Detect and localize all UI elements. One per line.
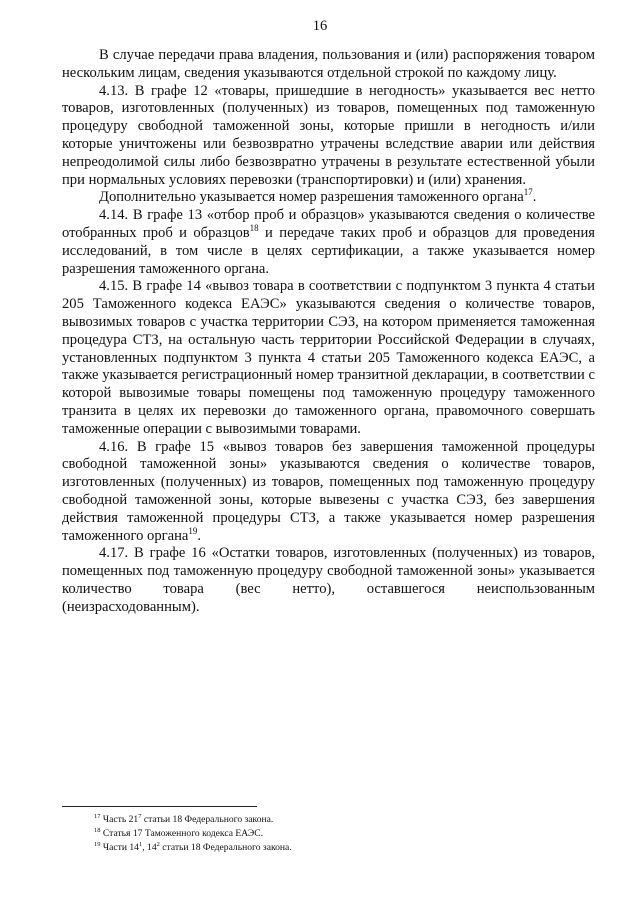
footnote-ref-19: 19 bbox=[188, 525, 198, 536]
paragraph-4-15: 4.15. В графе 14 «вывоз товара в соответствии с подпунктом 3 пункта 4 статьи 205 Таможенного кодекса ЕАЭС» указываются сведения о количестве товаров, вывозимых товаров с участка территории СЭЗ, на котором применяется таможенная процедура СТЗ, на остальную часть территории Российской Федерации в случаях, установленных подпунктом 3 пункта 4 статьи 205 Таможенного кодекса ЕАЭС, а также указывается регистрационный номер транзитной декларации, в соответствии с которой вывозимые товары помещены под таможенную процедуру таможенного транзита в целях их перевозки до таможенного органа, правомочного совершать таможенные операции с вывозимыми товарами. bbox=[62, 278, 595, 437]
paragraph-additional-permit: Дополнительно указывается номер разрешения таможенного органа$^{17}$. bbox=[99, 187, 537, 206]
footnote-divider bbox=[62, 806, 257, 807]
paragraph-4-13: 4.13. В графе 12 «товары, пришедшие в негодность» указывается вес нетто товаров, изготовленных (полученных) из товаров, помещенных под таможенную процедуру свободной таможенной зоны, которые пришли в негодность и/или которые уничтожены или безвозвратно утрачены вследствие аварии или действия непреодолимой силы либо безвозвратно утрачены в результате естественной убыли при нормальных условиях перевозки (транспортировки) и (или) хранения. bbox=[62, 82, 595, 188]
footnote-19: $^{19}$ Части $14^1$, $14^2$ статьи 18 Федерального закона. bbox=[94, 840, 292, 853]
footnotes bbox=[94, 813, 574, 855]
paragraph-4-14: 4.14. В графе 13 «отбор проб и образцов» указываются сведения о количестве отобранных проб и образцов$^{18}$ и передаче таких проб и образцов для проведения исследований, в том числе в целях сертификации, а также указывается номер разрешения таможенного органа. bbox=[62, 207, 595, 277]
footnote-17: $^{17}$ Часть $21^7$ статьи 18 Федерального закона. bbox=[94, 812, 274, 825]
paragraph-transfer-rights: В случае передачи права владения, пользования и (или) распоряжения товаром нескольким лицам, сведения указываются отдельной строкой по каждому лицу. bbox=[62, 47, 595, 81]
page-number: 16 bbox=[312, 18, 328, 34]
footnote-ref-17: 17 bbox=[523, 187, 533, 198]
footnote-18: $^{18}$ Статья 17 Таможенного кодекса ЕАЭС. bbox=[94, 826, 264, 839]
paragraph-4-16: 4.16. В графе 15 «вывоз товаров без завершения таможенной процедуры свободной таможенной зоны» указываются сведения о количестве товаров, изготовленных (полученных) из товаров, помещенных под таможенную процедуру свободной таможенной зоны, которые вывезены с участка СЭЗ, без завершения действия таможенной процедуры СТЗ, а также указывается номер разрешения таможенного органа$^{19}$. bbox=[62, 438, 595, 544]
document-body bbox=[62, 47, 595, 617]
footnote-ref-18: 18 bbox=[249, 223, 259, 234]
paragraph-4-17: 4.17. В графе 16 «Остатки товаров, изготовленных (полученных) из товаров, помещенных под таможенную процедуру свободной таможенной зоны» указывается количество товара (вес нетто), оставшегося неиспользованным (неизрасходованным). bbox=[62, 545, 595, 615]
